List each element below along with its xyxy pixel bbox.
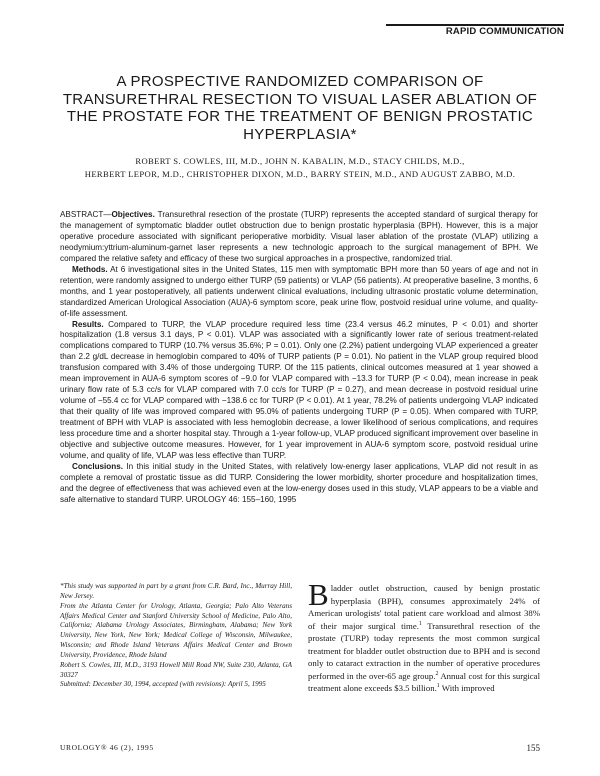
body-text-a: ladder outlet obstruction, caused by benign prostatic hyperplasia (BPH), consumes approximately 24% of American urologists' total patient care workload and almost 38% of their major surgical time.: [308, 583, 540, 631]
objectives-heading: Objectives.: [111, 210, 155, 219]
abstract-methods: [60, 265, 538, 320]
reference-1: 1: [418, 620, 422, 627]
conclusions-heading: Conclusions.: [72, 461, 124, 471]
methods-text: At 6 investigational sites in the United States, 115 men with symptomatic BPH more than 50 years of age and not in retention, were randomly assigned to undergo either TURP (59 patients) or VLAP (56 patients). At preoperative baseline, 3 months, 6 months, and 1 year postoperatively, all patients underwent clinical evaluations, including ultrasonic prostatic volume determination, standardized American Urological Association (AUA)-6 symptom score, peak urine flow, postvoid residual urine volume, and quality-of-life assessment.: [60, 264, 538, 318]
reference-2: 2: [435, 670, 439, 677]
abstract-label: ABSTRACT—: [60, 210, 112, 219]
section-label: RAPID COMMUNICATION: [445, 26, 564, 37]
body-text-d: With improved: [439, 683, 495, 693]
reference-3: 1: [436, 683, 440, 690]
abstract-results: [60, 320, 538, 462]
abstract-conclusions: [60, 462, 538, 506]
body-text: [308, 577, 540, 695]
journal-footer: UROLOGY® 46 (2), 1995: [60, 743, 154, 752]
results-text: Compared to TURP, the VLAP procedure required less time (23.4 versus 46.2 minutes, P < 0.01) and shorter hospitalization (1.8 versus 3.1 days, P < 0.01). VLAP was associated with a significantly lower rate of serious treatment-related complications compared to TURP (10.7% versus 35.6%; P = 0.01). Only one (2.2%) patient undergoing VLAP experienced a greater than 2.2 g/dL decrease in hemoglobin compared to 40% of TURP patients (P = 0.01). No patient in the VLAP group required blood transfusion compared with 3.4% of those undergoing TURP. Of the 115 patients, clinical outcomes measured at 1 year showed a mean improvement in AUA-6 symptom scores of −9.0 for VLAP compared with −13.3 for TURP (P < 0.04), mean increase in peak urinary flow rate of 5.3 cc/s for VLAP compared with 7.0 cc/s for TURP (P = 0.27), and mean decrease in postvoid residual urine volume of −55.4 cc for VLAP compared with −138.6 cc for TURP (P < 0.01). At 1 year, 78.2% of patients undergoing VLAP indicated that their quality of life was improved compared with 95.0% of patients undergoing TURP (P = 0.05). When compared with TURP, treatment of BPH with VLAP is associated with less hemoglobin decrease, a lower likelihood of serious complications, and requires less procedure time and a shorter hospital stay. Through a 1-year follow-up, VLAP produced significant improvement over baseline in objective and subjective outcome measures. However, for 1 year improvement in AUA-6 symptom score, postvoid residual urine volume, and quality of life, VLAP was less effective than TURP.: [60, 319, 538, 460]
footnote-support: *This study was supported in part by a grant from C.R. Bard, Inc., Murray Hill, New Jersey.: [60, 582, 292, 600]
page-number: 155: [526, 743, 540, 753]
body-text-b: Transurethral resection of the prostate (TURP) today represents the most common surgical treatment for bladder outlet obstruction due to BPH and is second only to cataract extraction in the number of operative procedures performed in the over-65 age group.: [308, 620, 540, 681]
abstract-objectives: [60, 210, 538, 265]
objectives-text: Transurethral resection of the prostate (TURP) represents the accepted standard of surgical therapy for the management of symptomatic bladder outlet obstruction due to benign prostatic hyperplasia (BPH). However, this is a major operative procedure associated with significant perioperative morbidity. Visual laser ablation of the prostate (VLAP) utilizing a neodymium:yttrium-aluminum-garnet laser represents a new technologic approach to the surgical management of BPH. We compared the relative safety and efficacy of these two surgical approaches in a prospective, randomized trial.: [60, 210, 538, 263]
methods-heading: Methods.: [72, 264, 108, 274]
citation: UROLOGY 46: 155–160, 1995: [185, 494, 297, 504]
footnote-reprints: Robert S. Cowles, III, M.D., 3193 Howell Mill Road NW, Suite 230, Atlanta, GA 30327: [60, 660, 292, 679]
drop-cap: B: [308, 577, 329, 612]
footnotes: [60, 582, 292, 690]
page-footer: [60, 742, 540, 754]
footnote-affiliations: From the Atlanta Center for Urology, Atlanta, Georgia; Palo Alto Veterans Affairs Medical Center and Stanford University School of Medicine, Palo Alto, California; Alabama Urology Associates, Birmingham, Alabama; New York University, New York, New York; Medical College of Wisconsin, Milwaukee, Wisconsin; and Rhode Island Veterans Affairs Medical Center and Brown University, Providence, Rhode Island: [60, 601, 292, 659]
results-heading: Results.: [72, 319, 104, 329]
body-text-c: Annual cost for this surgical treatment alone exceeds $3.5 billion.: [308, 670, 540, 693]
body-paragraph: [308, 577, 540, 695]
author-list: [56, 155, 544, 181]
conclusions-text: In this initial study in the United States, with relatively low-energy laser applications, VLAP did not result in as complete a removal of prostatic tissue as did TURP. Considering the lower morbidity, shorter procedure and hospitalization times, and the degree of effectiveness that was achieved even at the low-energy doses used in this study, VLAP appears to be a viable and safe alternative to standard TURP.: [60, 461, 538, 504]
footnote-submitted: Submitted: December 30, 1994, accepted (with revisions): April 5, 1995: [60, 680, 266, 689]
article-title: A PROSPECTIVE RANDOMIZED COMPARISON OF TRANSURETHRAL RESECTION TO VISUAL LASER ABLATION OF THE PROSTATE FOR THE TREATMENT OF BENIGN PROSTATIC HYPERPLASIA*: [62, 73, 538, 143]
author-line-2: HERBERT LEPOR, M.D., CHRISTOPHER DIXON, M.D., BARRY STEIN, M.D., AND AUGUST ZABBO, M.D.: [84, 169, 516, 179]
author-line-1: ROBERT S. COWLES, III, M.D., JOHN N. KABALIN, M.D., STACY CHILDS, M.D.,: [135, 156, 465, 166]
abstract: [60, 210, 538, 506]
